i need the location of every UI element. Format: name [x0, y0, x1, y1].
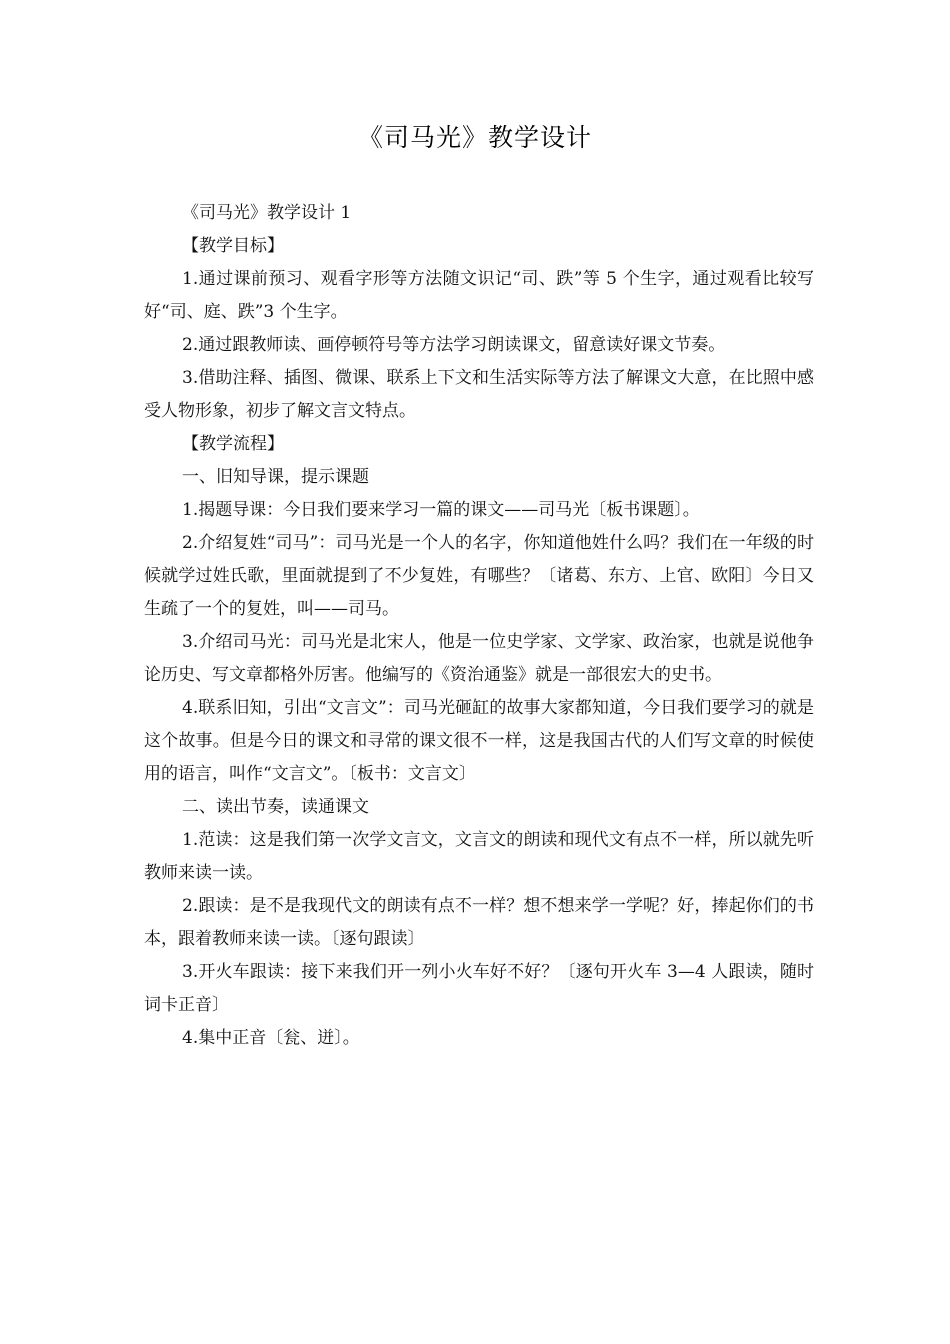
document-title: 《司马光》教学设计 [357, 123, 592, 152]
paragraph-step-1-1: 1.揭题导课：今日我们要来学习一篇的课文——司马光〔板书课题〕。 [182, 500, 700, 520]
document-body [144, 197, 814, 1055]
paragraph-step-1-3: 3.介绍司马光：司马光是北宋人，他是一位史学家、文学家、政治家，也就是说他争论历史、写文章都格外厉害。他编写的《资治通鉴》就是一部很宏大的史书。 [144, 632, 814, 685]
section-heading-2: 二、读出节奏，读通课文 [182, 797, 369, 817]
paragraph-goal-1: 1.通过课前预习、观看字形等方法随文识记“司、跌”等 5 个生字，通过观看比较写好“司、庭、跌”3 个生字。 [144, 269, 814, 322]
paragraph-step-1-4: 4.联系旧知，引出“文言文”：司马光砸缸的故事大家都知道，今日我们要学习的就是这个故事。但是今日的课文和寻常的课文很不一样，这是我国古代的人们写文章的时候使用的语言，叫作“文言文”。〔板书：文言文〕 [144, 698, 814, 784]
heading-teaching-goals: 【教学目标】 [182, 236, 284, 256]
section-heading-1: 一、旧知导课，提示课题 [182, 467, 369, 487]
paragraph-goal-3: 3.借助注释、插图、微课、联系上下文和生活实际等方法了解课文大意，在比照中感受人物形象，初步了解文言文特点。 [144, 368, 814, 421]
paragraph-step-1-2: 2.介绍复姓“司马”：司马光是一个人的名字，你知道他姓什么吗？我们在一年级的时候就学过姓氏歌，里面就提到了不少复姓，有哪些？〔诸葛、东方、上官、欧阳〕今日又生疏了一个的复姓，叫——司马。 [144, 533, 814, 619]
paragraph-step-2-3: 3.开火车跟读：接下来我们开一列小火车好不好？〔逐句开火车 3—4 人跟读，随时词卡正音〕 [144, 962, 814, 1015]
paragraph-subtitle: 《司马光》教学设计 1 [182, 203, 352, 223]
paragraph-goal-2: 2.通过跟教师读、画停顿符号等方法学习朗读课文，留意读好课文节奏。 [182, 335, 726, 355]
heading-teaching-process: 【教学流程】 [182, 434, 284, 454]
paragraph-step-2-4: 4.集中正音〔瓮、迸〕。 [182, 1028, 360, 1048]
paragraph-step-2-2: 2.跟读：是不是我现代文的朗读有点不一样？想不想来学一学呢？好，捧起你们的书本，跟着教师来读一读。〔逐句跟读〕 [144, 896, 814, 949]
paragraph-step-2-1: 1.范读：这是我们第一次学文言文，文言文的朗读和现代文有点不一样，所以就先听教师来读一读。 [144, 830, 814, 883]
